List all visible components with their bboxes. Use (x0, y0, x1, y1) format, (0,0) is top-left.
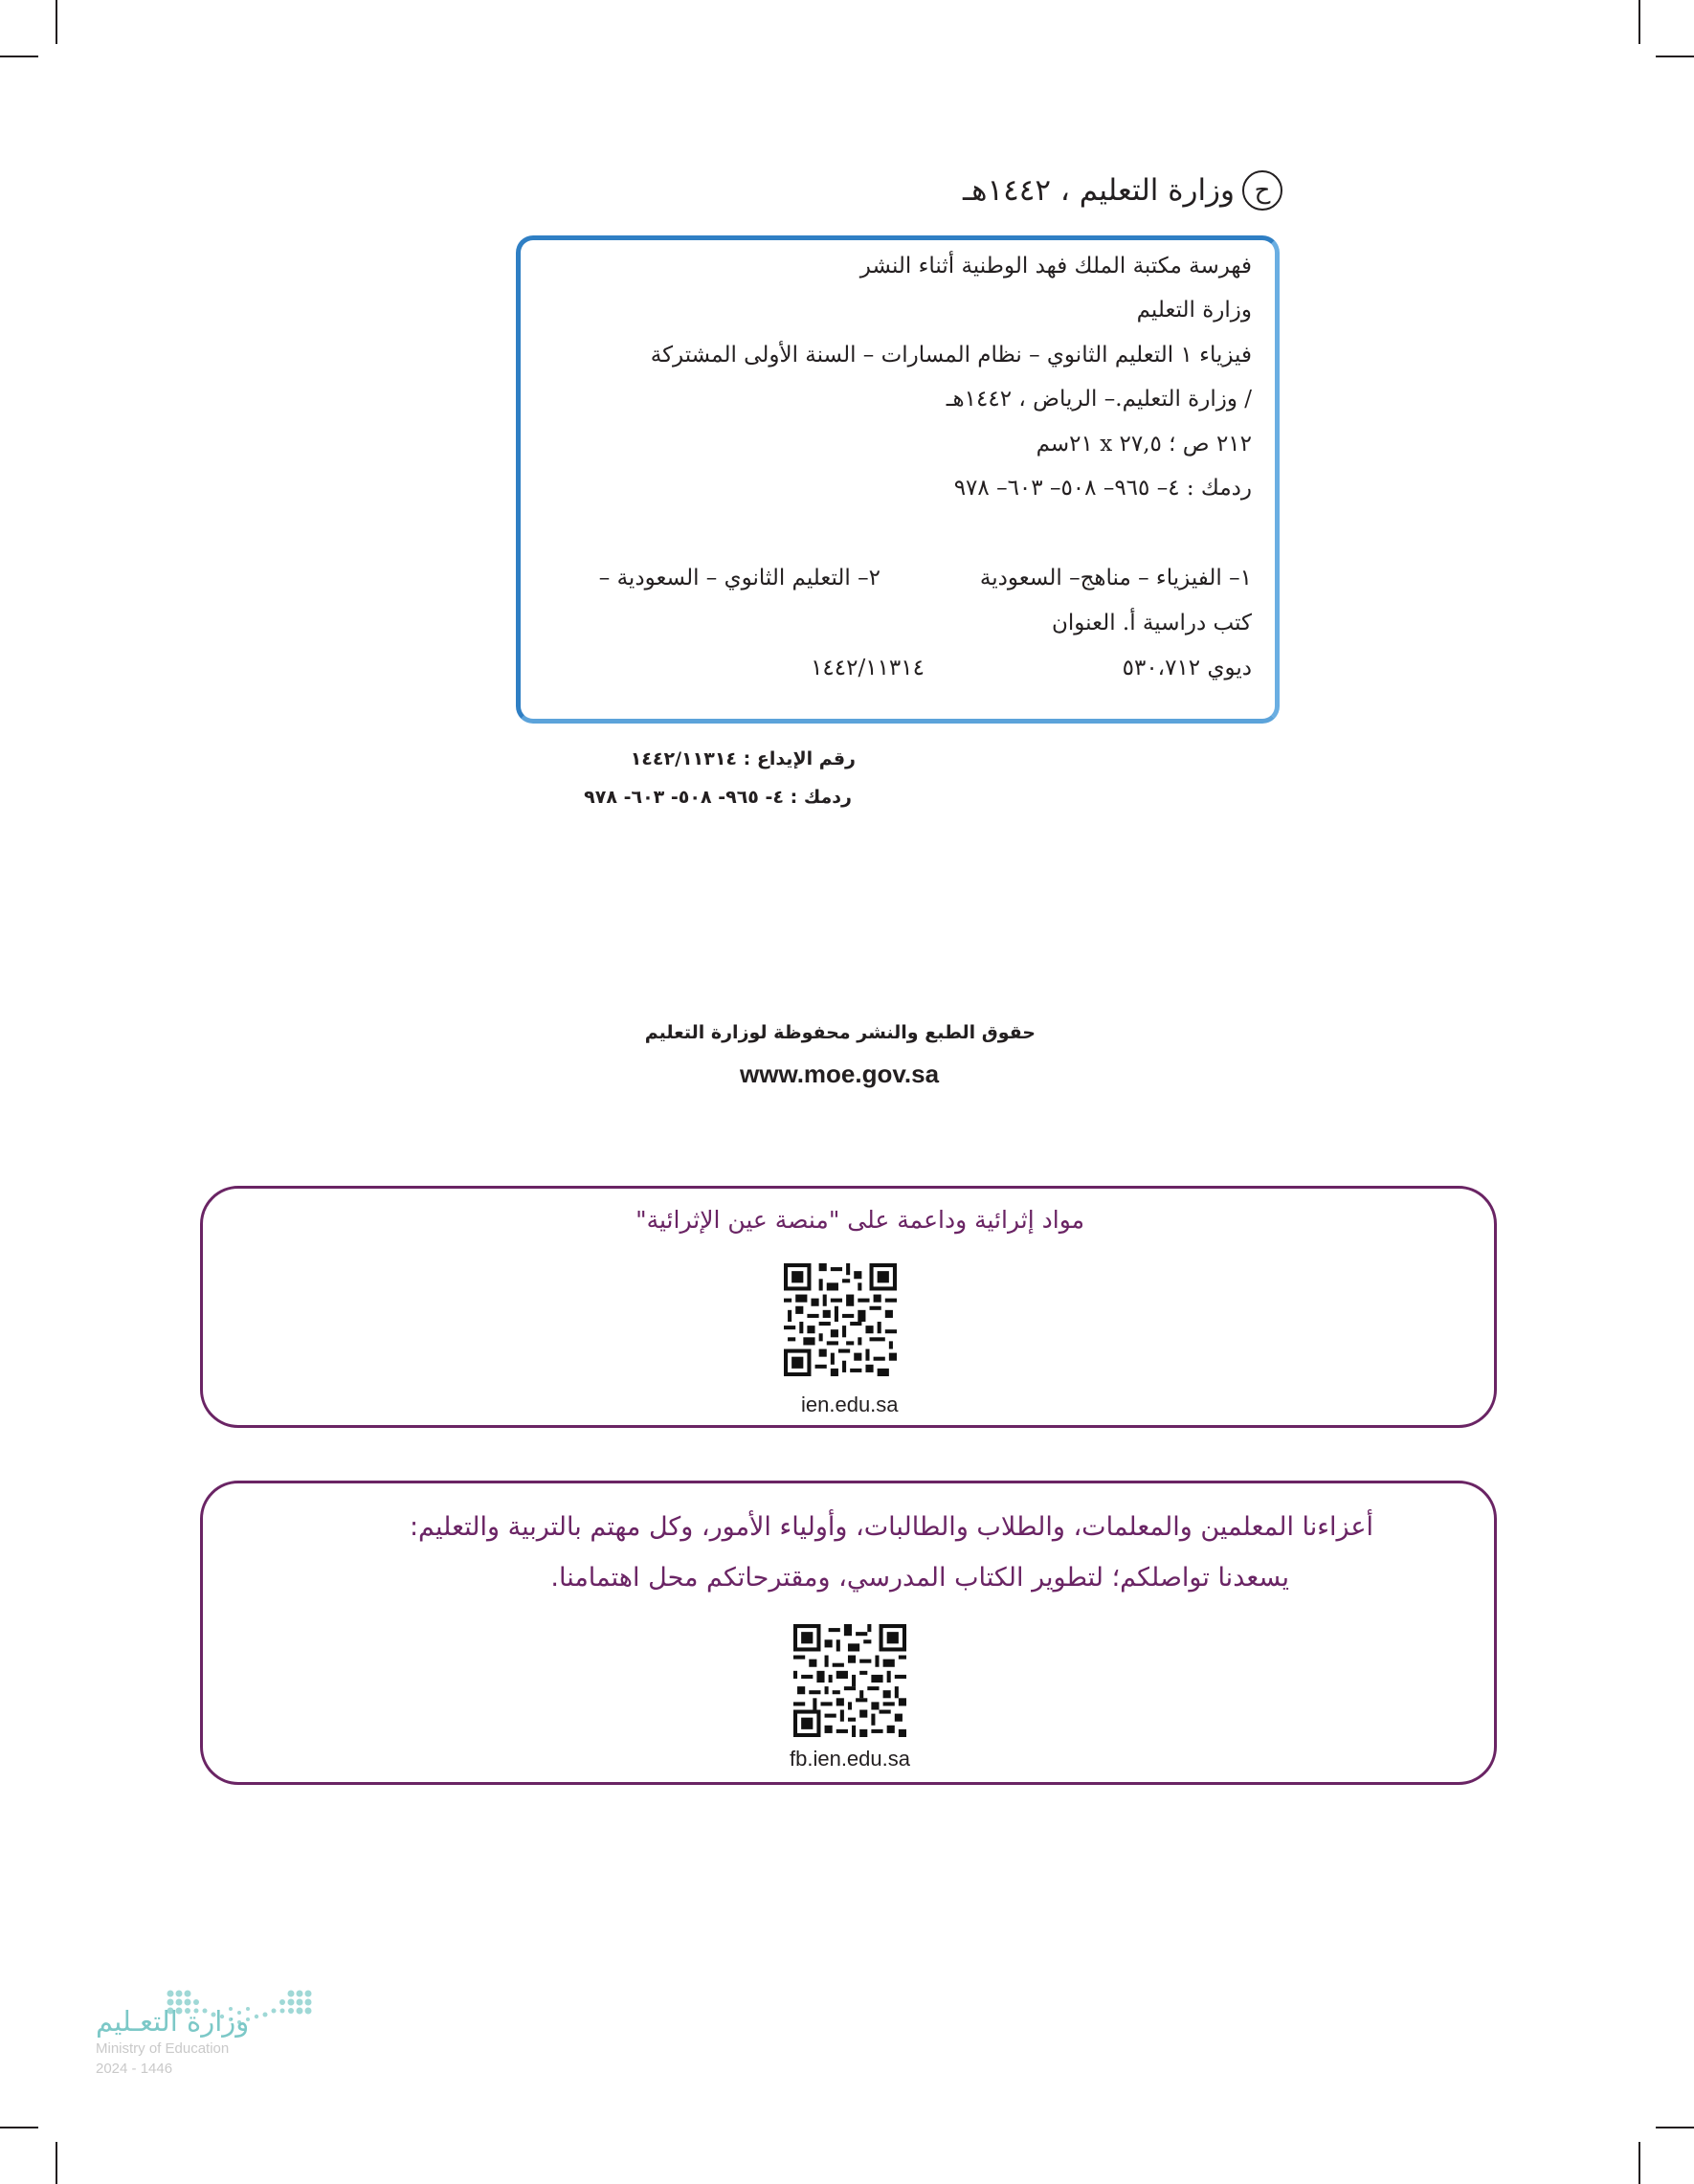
qr-code-icon[interactable] (784, 1263, 897, 1376)
ministry-logo-english: Ministry of Education (96, 2040, 230, 2057)
catalog-subject-2: ٢– التعليم الثانوي – السعودية – (598, 566, 880, 591)
crop-mark (1638, 0, 1640, 44)
feedback-line-1: أعزاءنا المعلمين والمعلمات، والطلاب والطالبات، وأولياء الأمور، وكل مهتم بالتربية والتعليم: (409, 1512, 1373, 1542)
copyright-line (963, 170, 1282, 211)
crop-mark (56, 2142, 57, 2184)
catalog-line: ردمك : ٤– ٩٦٥– ٥٠٨– ٦٠٣– ٩٧٨ (953, 476, 1252, 501)
catalog-box (516, 235, 1280, 724)
crop-mark (1638, 2142, 1640, 2184)
ministry-logo-year: 2024 - 1446 (96, 2061, 173, 2077)
rights-text: حقوق الطبع والنشر محفوظة لوزارة التعليم (644, 1022, 1036, 1043)
catalog-deposit-number: ١٤٤٢/١١٣١٤ (811, 656, 925, 680)
feedback-line-2: يسعدنا تواصلكم؛ لتطوير الكتاب المدرسي، ومقترحاتكم محل اهتمامنا. (550, 1563, 1289, 1593)
qr-code-icon[interactable] (793, 1624, 906, 1737)
catalog-line: فهرسة مكتبة الملك فهد الوطنية أثناء النشر (859, 254, 1252, 279)
catalog-subject-1: ١– الفيزياء – مناهج– السعودية (979, 566, 1252, 591)
crop-mark (56, 0, 57, 44)
catalog-subject-3: كتب دراسية أ. العنوان (1052, 611, 1252, 635)
feedback-url[interactable]: fb.ien.edu.sa (790, 1747, 910, 1771)
enrichment-url[interactable]: ien.edu.sa (801, 1393, 899, 1416)
enrichment-title: مواد إثرائية وداعمة على "منصة عين الإثرائية" (635, 1206, 1084, 1234)
crop-mark (1656, 56, 1694, 57)
catalog-line: ٢١٢ ص ؛ ٢٧,٥ x ٢١سم (1036, 432, 1252, 457)
catalog-line: فيزياء ١ التعليم الثانوي – نظام المسارات – السنة الأولى المشتركة (650, 343, 1252, 368)
catalog-line: وزارة التعليم (1136, 298, 1252, 323)
crop-mark (0, 56, 38, 57)
catalog-line: / وزارة التعليم.– الرياض ، ١٤٤٢هـ (946, 387, 1252, 412)
deposit-number: رقم الإيداع : ١٤٤٢/١١٣١٤ (630, 748, 856, 769)
catalog-dewey: ديوي ٥٣٠،٧١٢ (1122, 656, 1252, 680)
copyright-symbol: ح (1242, 170, 1282, 211)
crop-mark (0, 2127, 38, 2128)
crop-mark (1656, 2127, 1694, 2128)
deposit-isbn: ردمك : ٤- ٩٦٥- ٥٠٨- ٦٠٣- ٩٧٨ (584, 787, 852, 808)
enrichment-box (200, 1186, 1497, 1428)
feedback-box (200, 1481, 1497, 1785)
ministry-logo-arabic: وزارة التعـليم (96, 2005, 250, 2038)
website-link[interactable]: www.moe.gov.sa (740, 1059, 940, 1088)
copyright-text: وزارة التعليم ، ١٤٤٢هـ (963, 173, 1235, 208)
